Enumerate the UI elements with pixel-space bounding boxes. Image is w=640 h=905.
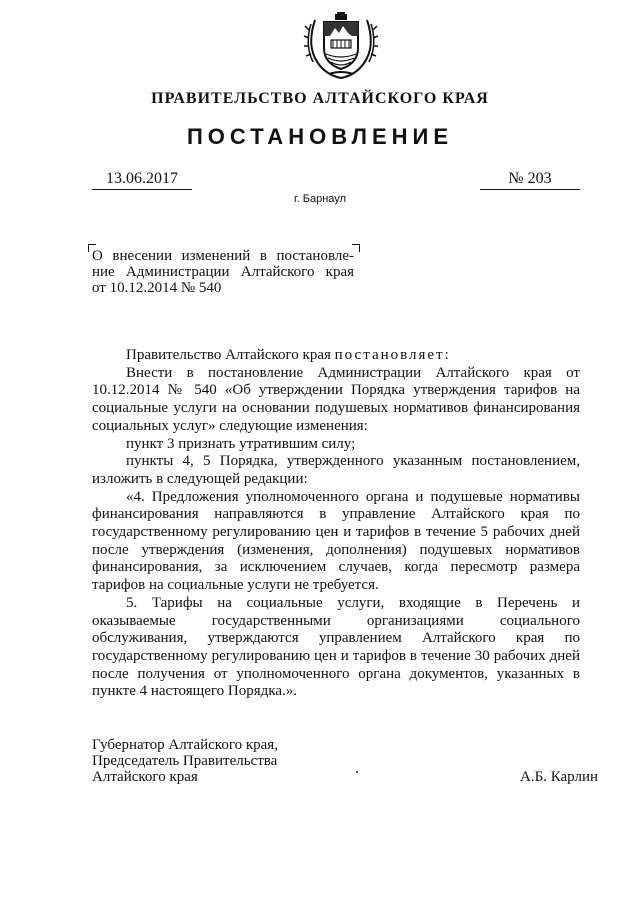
document-subject — [92, 248, 354, 296]
document-body — [92, 347, 580, 701]
signatory-position — [92, 737, 278, 785]
government-title: ПРАВИТЕЛЬСТВО АЛТАЙСКОГО КРАЯ — [151, 90, 489, 107]
signatory-name: А.Б. Карлин — [520, 769, 599, 785]
coat-of-arms-icon — [301, 12, 381, 80]
intro-paragraph — [92, 347, 580, 365]
stray-mark — [356, 771, 358, 773]
document-city: г. Барнаул — [294, 193, 346, 205]
document-type: ПОСТАНОВЛЕНИЕ — [186, 124, 454, 149]
subject-line: ние Администрации Алтайского края — [92, 264, 354, 280]
subject-line: от 10.12.2014 № 540 — [92, 280, 222, 296]
body-paragraph: 5. Тарифы на социальные услуги, входящие в Перечень и оказываемые государственными организациями социального обслуживания, утверждаются управлением Алтайского края по государственному регулированию цен и тарифов в течение 30 рабочих дней после получения от уполномоченного органа документов, указанных в пункте 4 настоящего Порядка.». — [92, 594, 580, 700]
document-number: № 203 — [480, 170, 580, 190]
subject-line: О внесении изменений в постановле- — [92, 248, 354, 264]
body-paragraph: Внести в постановление Администрации Алтайского края от 10.12.2014 № 540 «Об утверждении Порядка утверждения тарифов на социальные услуги на основании подушевых нормативов финансирования социальных услуг» следующие изменения: — [92, 364, 580, 434]
body-paragraph: пункты 4, 5 Порядка, утвержденного указанным постановлением, изложить в следующей редакции: — [92, 453, 580, 487]
position-line: Председатель Правительства — [92, 753, 278, 769]
intro-text: Правительство Алтайского края — [126, 347, 331, 363]
document-date: 13.06.2017 — [92, 170, 192, 190]
body-paragraph: пункт 3 признать утратившим силу; — [126, 435, 356, 452]
decree-word: постановляет: — [334, 347, 451, 363]
position-line: Алтайского края — [92, 769, 198, 785]
body-paragraph: «4. Предложения уполномоченного органа и подушевые нормативы финансирования направляются в управление Алтайского края по государственному регулированию цен и тарифов в течение 5 рабочих дней после утверждения (изменения, дополнения) подушевых нормативов финансирования, за исключением случаев, когда пересмотр размера тарифов на социальные услуги не требуется. — [92, 488, 580, 594]
position-line: Губернатор Алтайского края, — [92, 737, 278, 753]
